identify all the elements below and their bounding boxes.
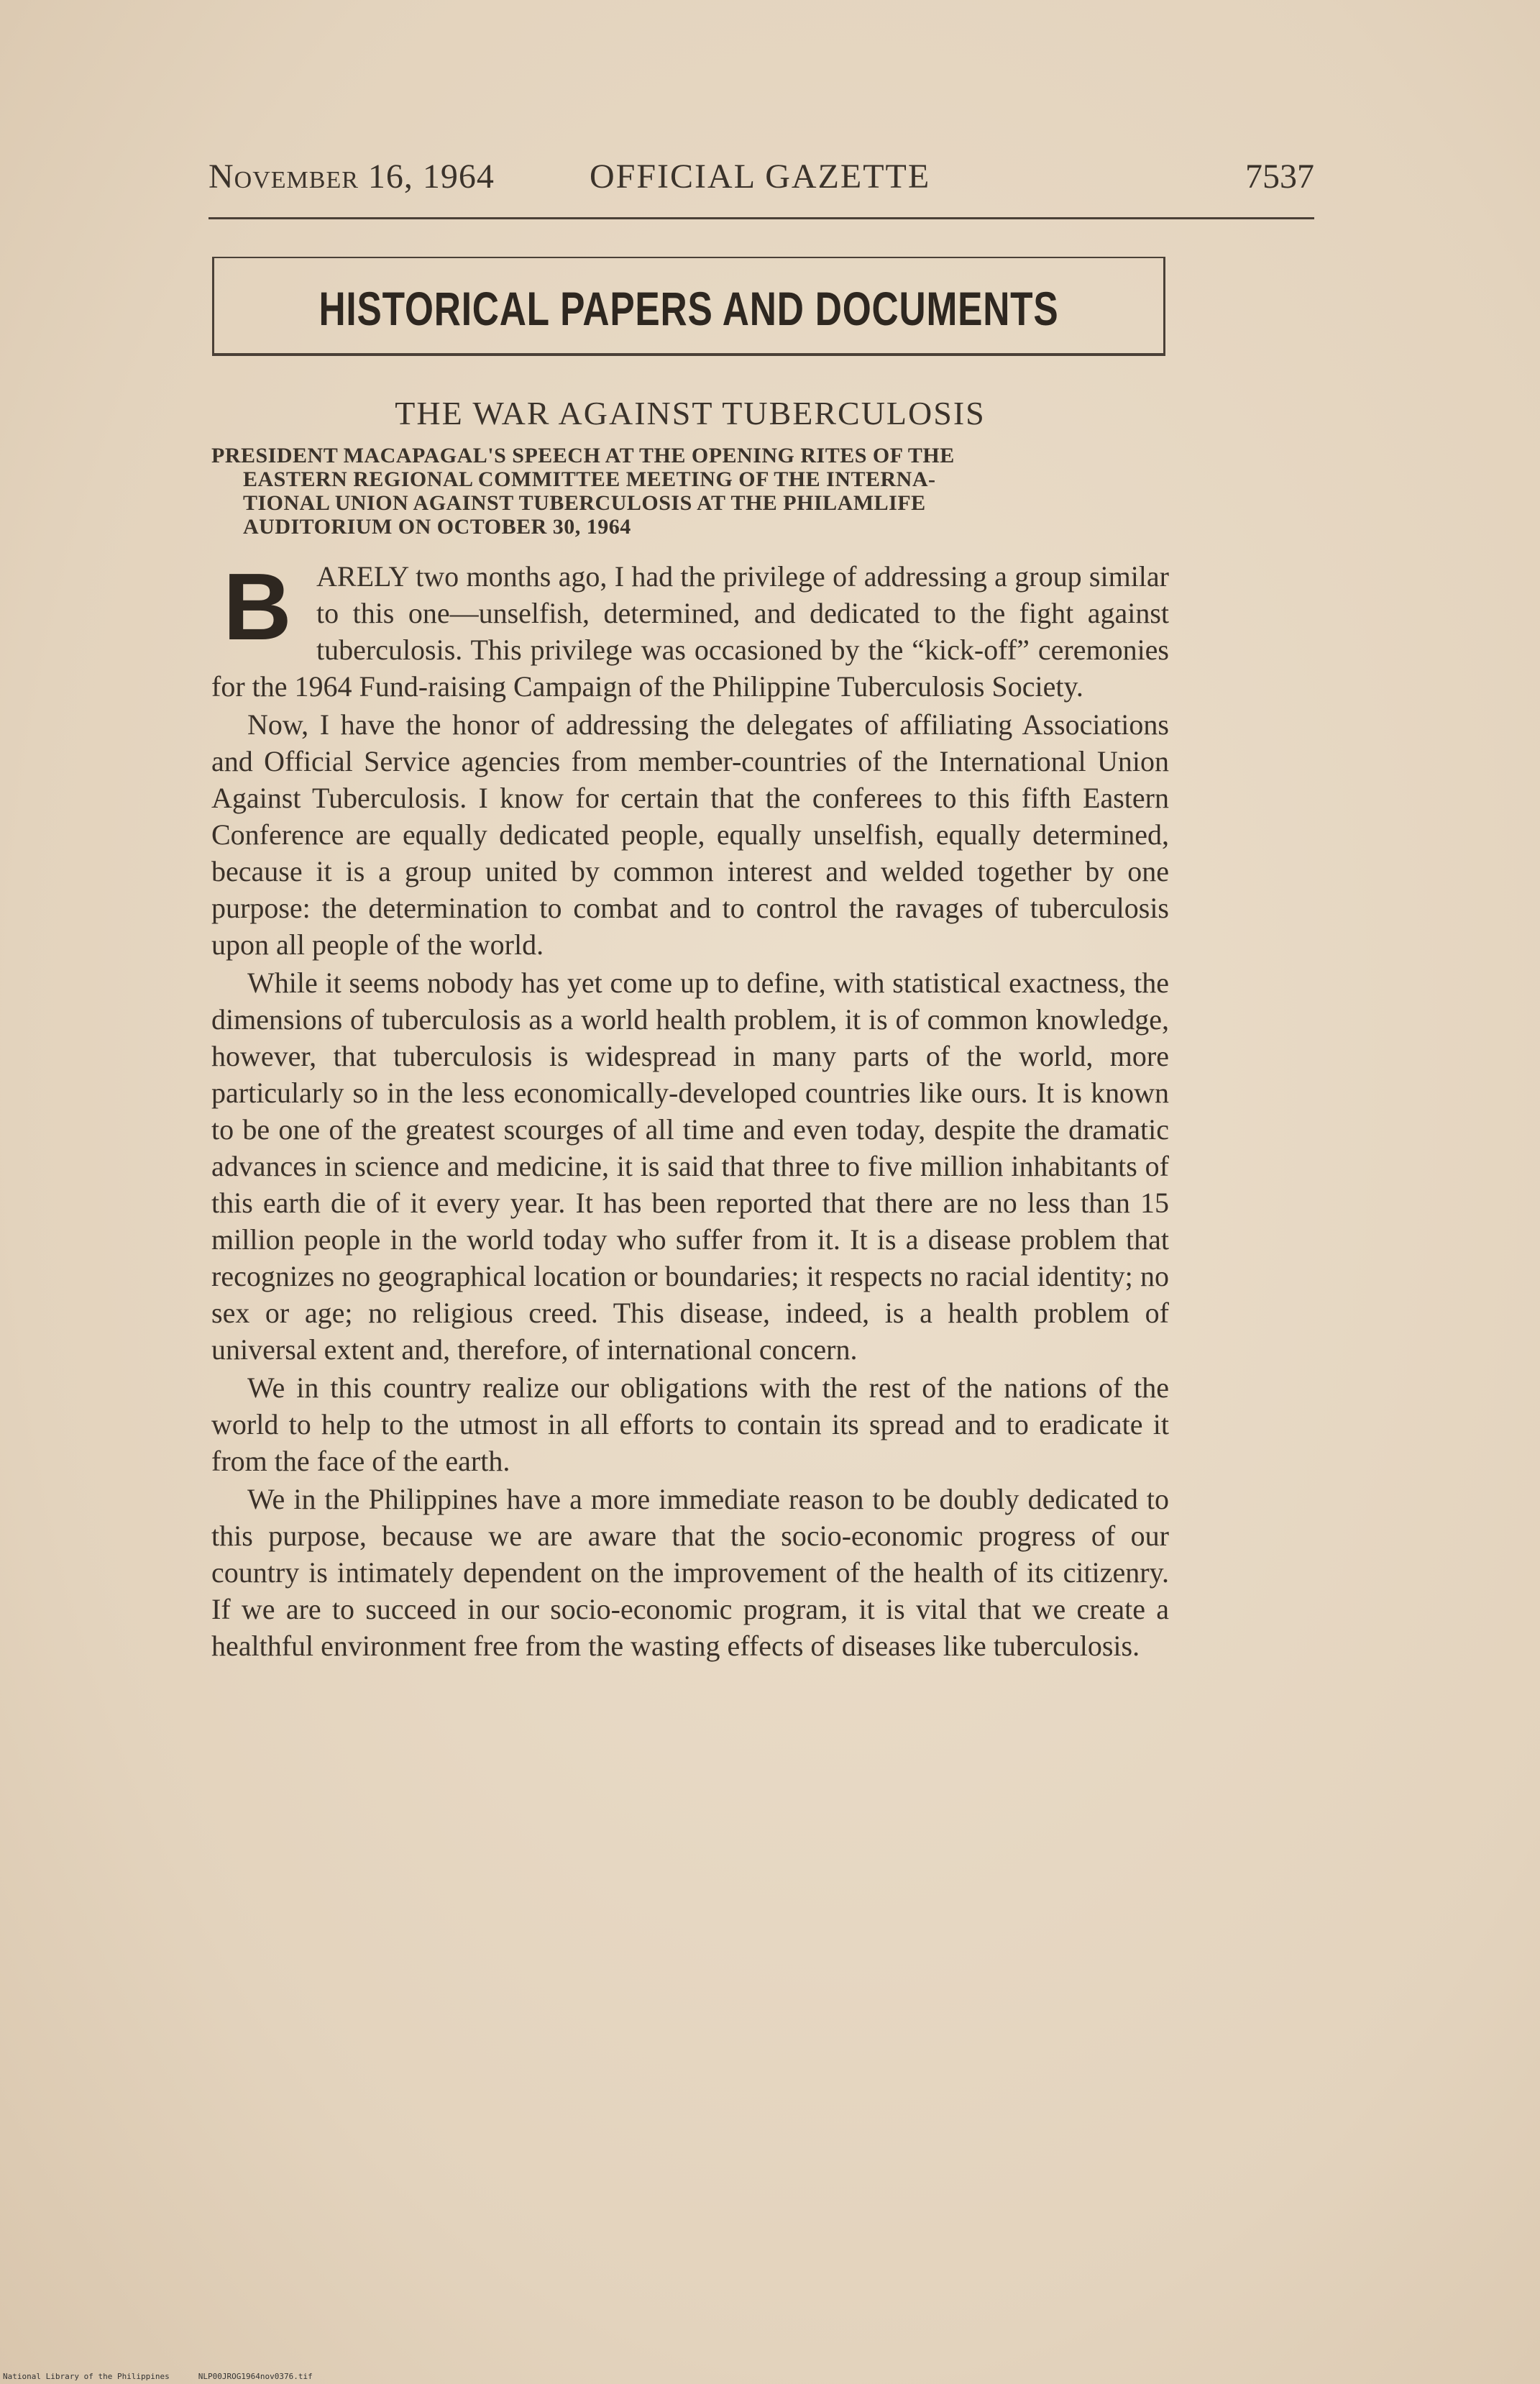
paragraph: We in the Philippines have a more immediate reason to be doubly dedicated to this purpose, because we are aware that the socio-economic progress of our country is intimately dependent on the improvement of the health of its citizenry. If we are to succeed in our socio-economic program, it is vital that we create a healthful environment free from the wasting effects of diseases like tuberculosis. [211,1483,1169,1662]
page-number: 7537 [1245,157,1314,196]
running-head [208,157,1314,207]
article-subhead [211,444,1169,539]
subhead-line: AUDITORIUM ON OCTOBER 30, 1964 [243,515,631,539]
publication-name: OFFICIAL GAZETTE [590,157,931,196]
section-heading-box [212,257,1165,356]
section-title: HISTORICAL PAPERS AND DOCUMENTS [318,282,1059,335]
article-title: THE WAR AGAINST TUBERCULOSIS [395,395,986,431]
paragraph: We in this country realize our obligations with the rest of the nations of the world to help to the utmost in all efforts to contain its spread and to eradicate it from the face of the earth. [211,1371,1169,1477]
article-body [211,554,1169,1664]
library-credit: National Library of the Philippines [3,2372,170,2381]
issue-date: November 16, 1964 [208,157,495,196]
header-rule [208,217,1314,219]
subhead-line: PRESIDENT MACAPAGAL'S SPEECH AT THE OPENING RITES OF THE [211,444,955,467]
subhead-line: TIONAL UNION AGAINST TUBERCULOSIS AT THE PHILAMLIFE [243,491,926,515]
paragraph [211,554,1169,705]
paragraph: While it seems nobody has yet come up to define, with statistical exactness, the dimensions of tuberculosis as a world health problem, it is of common knowledge, however, that tuberculosis is widespread in many parts of the world, more particularly so in the less economically-developed countries like ours. It is known to be one of the greatest scourges of all time and even today, despite the dramatic advances in science and medicine, it is said that three to five million inhabitants of this earth die of it every year. It has been reported that there are no less than 15 million people in the world today who suffer from it. It is a disease problem that recognizes no geographical location or boundaries; it respects no racial identity; no sex or age; no religious creed. This disease, indeed, is a health problem of universal extent and, therefore, of international concern. [211,967,1169,1366]
subhead-line: EASTERN REGIONAL COMMITTEE MEETING OF THE INTERNA- [243,467,936,491]
paragraph-text: ARELY two months ago, I had the privilege of addressing a group similar to this one—unselfish, determined, and dedicated to the fight against tuberculosis. This privilege was occasioned by the “kick-off” ceremonies for the 1964 Fund-raising Campaign of the Philippine Tuberculosis Society. [211,560,1169,703]
scan-footer [3,2372,342,2381]
drop-cap: B [223,554,292,659]
file-id: NLP00JROG1964nov0376.tif [198,2372,313,2381]
paragraph: Now, I have the honor of addressing the delegates of affiliating Associations and Official Service agencies from member-countries of the International Union Against Tuberculosis. I know for certain that the conferees to this fifth Eastern Conference are equally dedicated people, equally unselfish, equally determined, because it is a group united by common interest and welded together by one purpose: the determination to combat and to control the ravages of tuberculosis upon all people of the world. [211,708,1169,961]
